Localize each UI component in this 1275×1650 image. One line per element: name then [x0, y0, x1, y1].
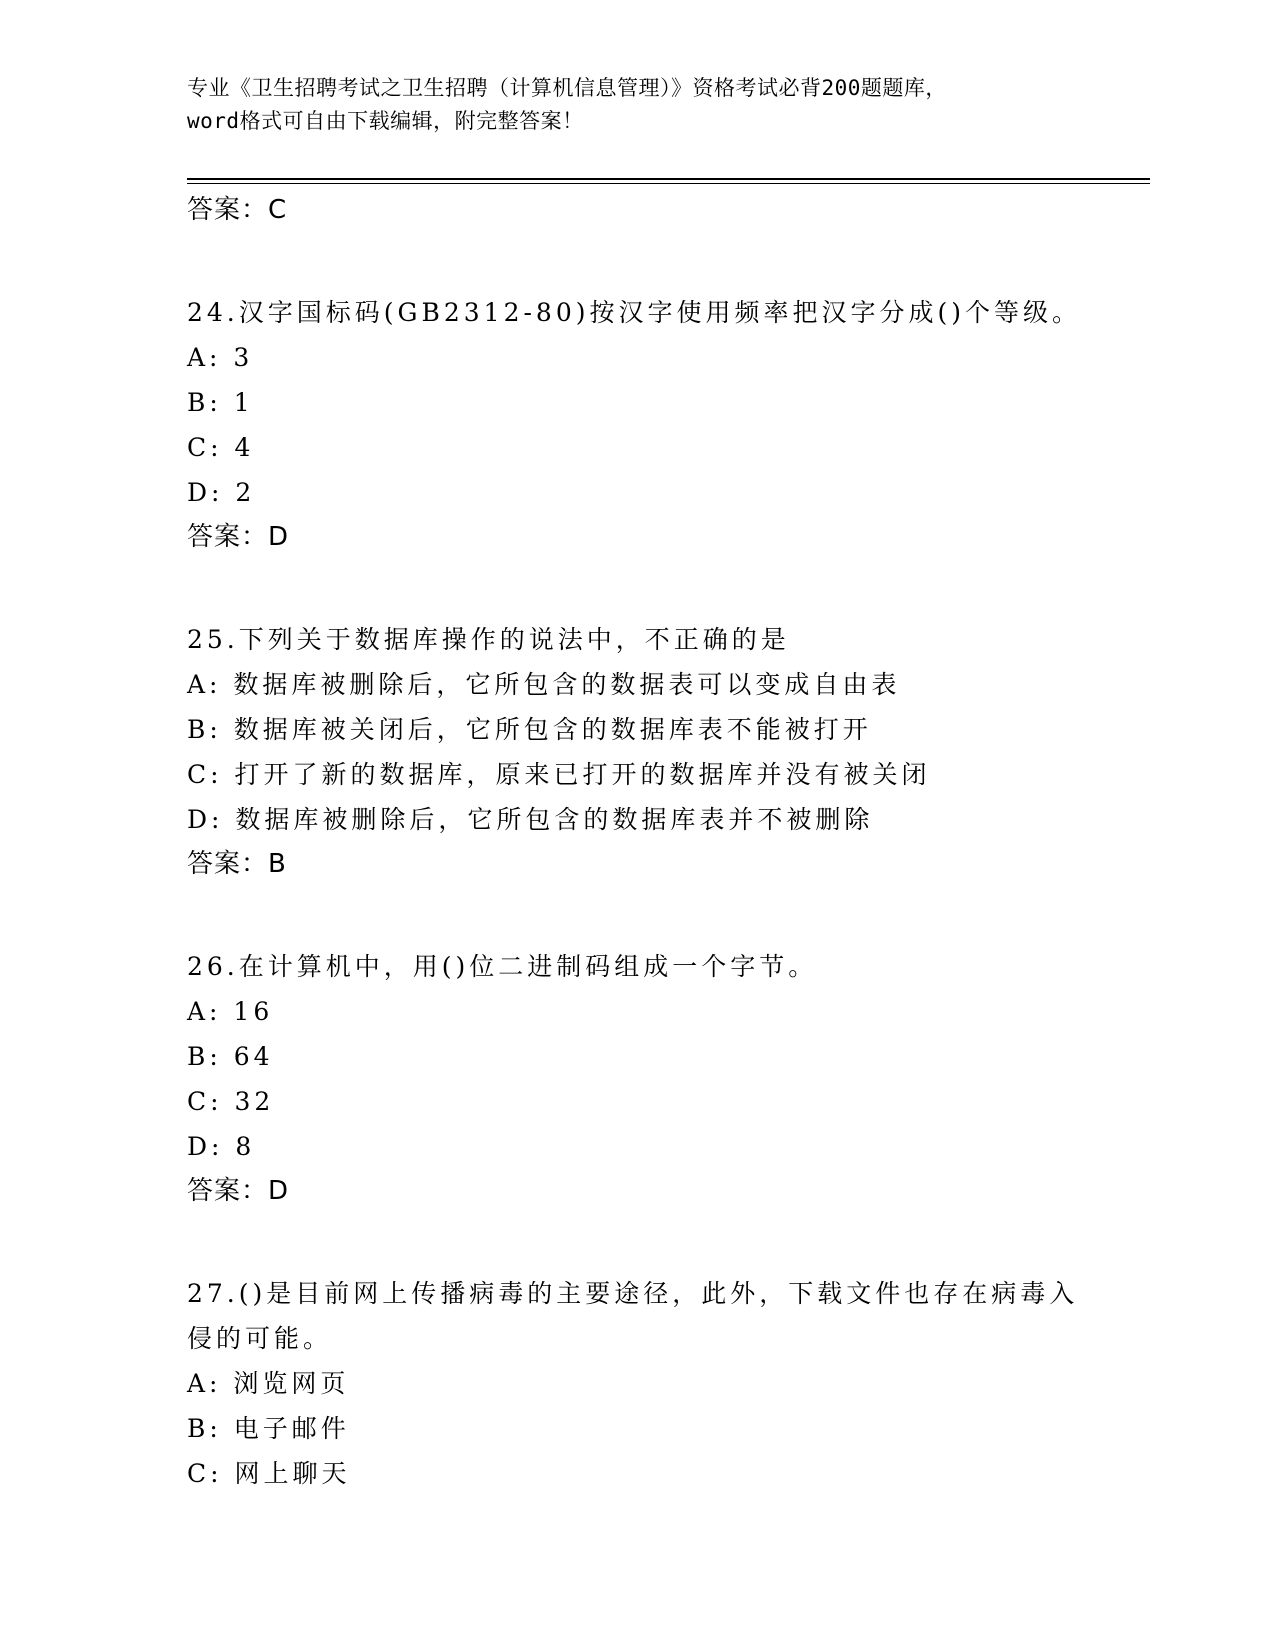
option-b: B: 数据库被关闭后，它所包含的数据库表不能被打开: [187, 715, 872, 744]
header-divider-thick: [187, 178, 1150, 180]
question-text: 24.汉字国标码(GB2312-80)按汉字使用频率把汉字分成()个等级。: [187, 298, 1081, 327]
question-text: 25.下列关于数据库操作的说法中，不正确的是: [187, 625, 790, 654]
question-27: [187, 1271, 1087, 1496]
answer: 答案：B: [187, 849, 287, 879]
question-text: 27.()是目前网上传播病毒的主要途径，此外，下载文件也存在病毒入侵的可能。: [187, 1279, 1079, 1353]
header-line-2: word格式可自由下载编辑，附完整答案！: [187, 109, 584, 133]
question-26: [187, 944, 1087, 1213]
question-list: [187, 188, 1087, 1496]
spacer: [187, 886, 1087, 944]
option-d: D: 数据库被删除后，它所包含的数据库表并不被删除: [187, 805, 874, 834]
answer-prev: 答案：C: [187, 195, 288, 225]
header-divider-thin: [187, 183, 1150, 184]
option-d: D: 2: [187, 478, 256, 507]
option-d: D: 8: [187, 1132, 256, 1161]
option-a: A: 16: [187, 997, 274, 1026]
question-text: 26.在计算机中，用()位二进制码组成一个字节。: [187, 952, 818, 981]
option-c: C: 32: [187, 1087, 275, 1116]
option-a: A: 浏览网页: [187, 1369, 350, 1398]
spacer: [187, 1213, 1087, 1271]
answer: 答案：D: [187, 522, 290, 552]
document-header: [187, 72, 1087, 138]
question-25: [187, 617, 1087, 886]
option-b: B: 1: [187, 388, 254, 417]
question-24: [187, 290, 1087, 559]
option-c: C: 4: [187, 433, 255, 462]
option-c: C: 打开了新的数据库，原来已打开的数据库并没有被关闭: [187, 760, 931, 789]
answer: 答案：D: [187, 1176, 290, 1206]
option-c: C: 网上聊天: [187, 1459, 351, 1488]
option-b: B: 64: [187, 1042, 274, 1071]
spacer: [187, 559, 1087, 617]
option-b: B: 电子邮件: [187, 1414, 350, 1443]
option-a: A: 数据库被删除后，它所包含的数据表可以变成自由表: [187, 670, 901, 699]
header-line-1: 专业《卫生招聘考试之卫生招聘（计算机信息管理）》资格考试必背200题题库，: [187, 76, 947, 100]
option-a: A: 3: [187, 343, 254, 372]
spacer: [187, 232, 1087, 290]
